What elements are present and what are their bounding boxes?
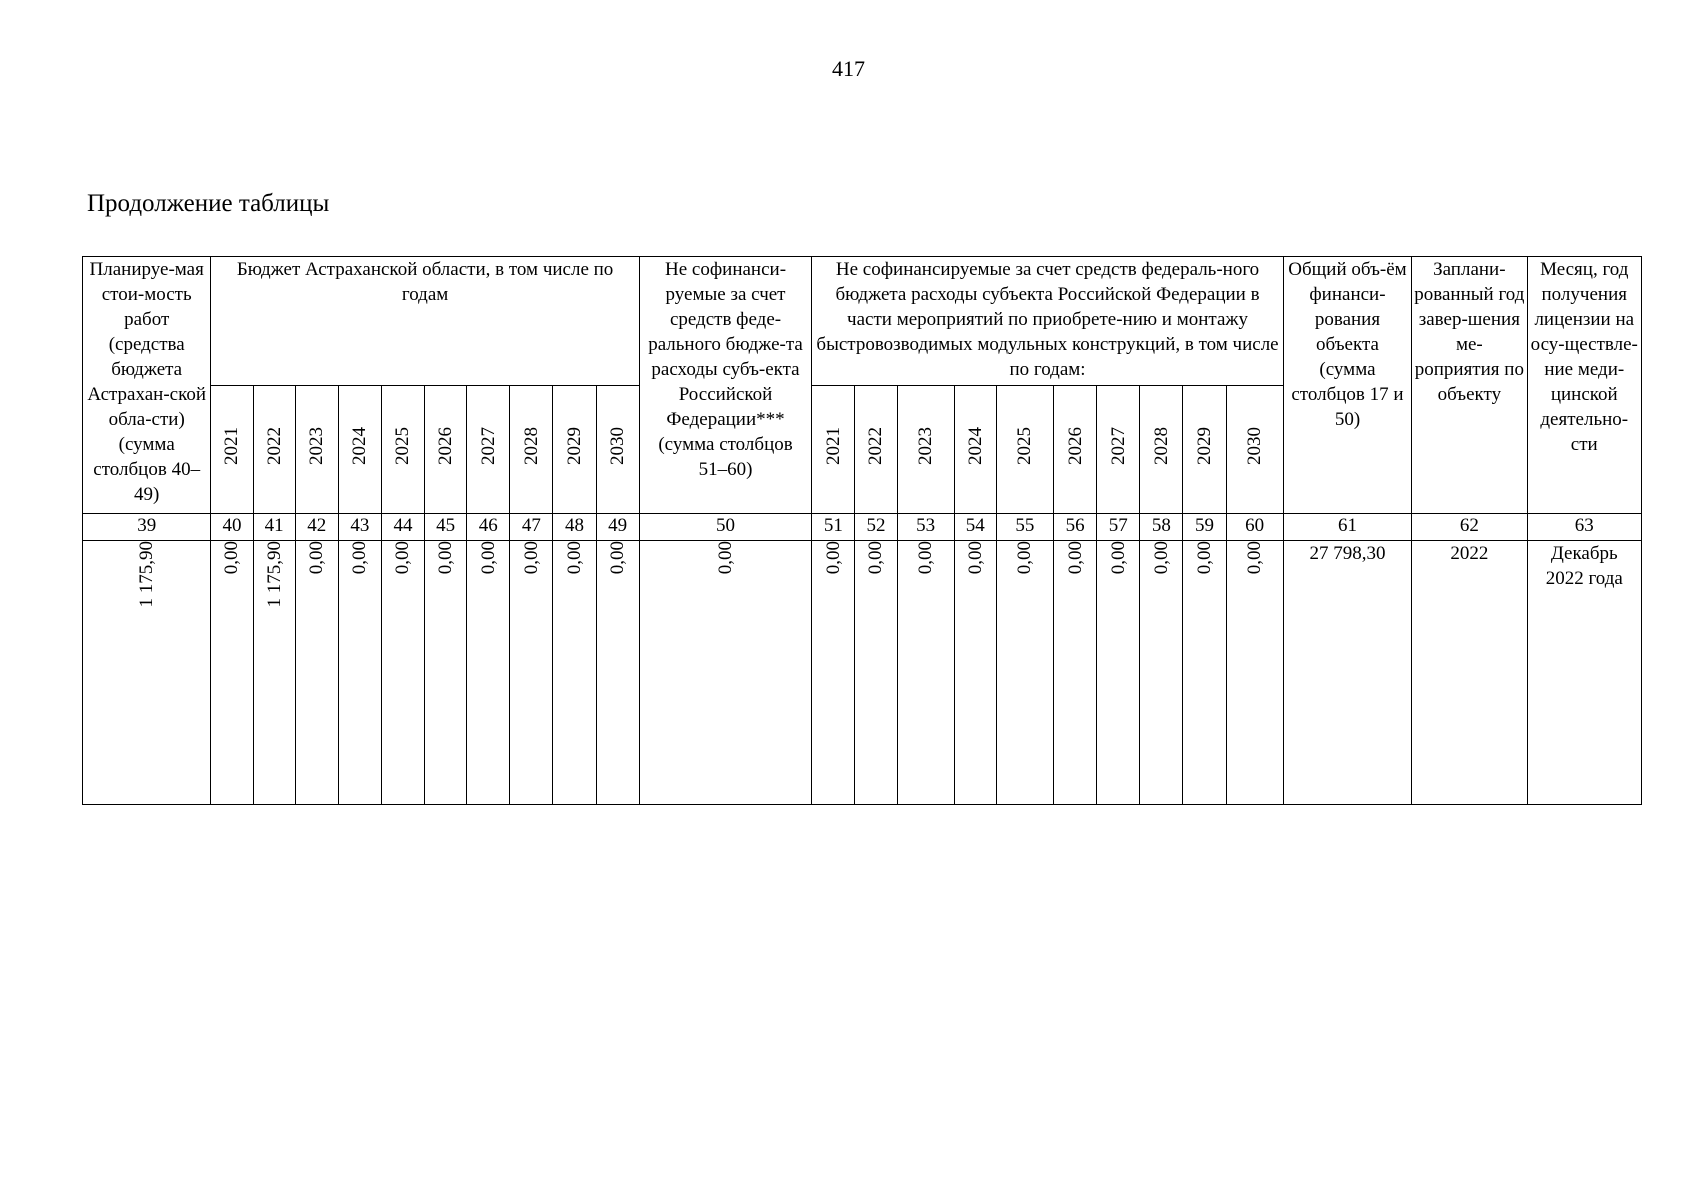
header-non-cofinanced-modular: Не софинансируемые за счет средств федераль-ного бюджета расходы субъекта Российской Федерации в части мероприятий по приобрете-нию и монтажу быстровозводимых модульных конструкций, в том числе по годам: [812,257,1284,386]
year-header-cell [996,386,1053,514]
year-header-cell [295,386,338,514]
cell-value: 0,00 [1150,541,1172,575]
cell-value: 0,00 [1014,541,1036,575]
financing-table [82,256,1642,805]
cell-value: 0,00 [1193,541,1215,575]
cell-value: 0,00 [392,541,414,575]
year-header-cell [425,386,467,514]
year-label: 2026 [435,427,457,465]
modular-year-cell [855,541,897,805]
column-number-row [83,514,1642,541]
cell-value: 1 175,90 [136,541,158,608]
cell-value: 0,00 [520,541,542,575]
cell-value: 0,00 [607,541,629,575]
year-header-cell [1097,386,1140,514]
column-number: 49 [596,514,639,541]
year-header-cell [338,386,381,514]
column-number: 61 [1283,514,1411,541]
regional-year-cell [510,541,553,805]
year-label: 2021 [221,427,243,465]
year-label: 2023 [915,427,937,465]
year-header-cell [897,386,954,514]
column-number: 59 [1183,514,1226,541]
regional-year-cell [467,541,510,805]
regional-year-cell [425,541,467,805]
column-number: 62 [1412,514,1527,541]
cell-value: 0,00 [435,541,457,575]
column-number: 63 [1527,514,1641,541]
year-label: 2025 [1014,427,1036,465]
cell-value: 0,00 [915,541,937,575]
column-number: 40 [211,514,253,541]
planned-cost-cell [83,541,211,805]
regional-year-cell [295,541,338,805]
license-date-cell: Декабрь 2022 года [1527,541,1641,805]
column-number: 56 [1054,514,1097,541]
modular-year-cell [996,541,1053,805]
year-label: 2030 [607,427,629,465]
column-number: 45 [425,514,467,541]
year-header-cell [1140,386,1183,514]
year-label: 2023 [306,427,328,465]
year-header-cell [253,386,295,514]
cell-value: 0,00 [715,541,737,575]
cell-value: 0,00 [865,541,887,575]
year-label: 2024 [349,427,371,465]
year-label: 2022 [263,427,285,465]
column-number: 55 [996,514,1053,541]
year-label: 2021 [822,427,844,465]
modular-year-cell [1226,541,1283,805]
year-header-cell [211,386,253,514]
column-number: 42 [295,514,338,541]
column-number: 48 [553,514,596,541]
year-header-cell [954,386,996,514]
year-label: 2022 [865,427,887,465]
header-col61: Общий объ-ём финанси-рования объекта (сумма столбцов 17 и 50) [1283,257,1411,514]
header-col63: Месяц, год получения лицензии на осу-ществле-ние меди-цинской деятельно-сти [1527,257,1641,514]
column-number: 60 [1226,514,1283,541]
modular-year-cell [1183,541,1226,805]
modular-year-cell [1097,541,1140,805]
regional-year-cell [253,541,295,805]
cell-value: 0,00 [1244,541,1266,575]
column-number: 46 [467,514,510,541]
column-number: 52 [855,514,897,541]
cell-value: 0,00 [964,541,986,575]
year-header-cell [596,386,639,514]
year-label: 2027 [477,427,499,465]
year-header-cell [467,386,510,514]
column-number: 54 [954,514,996,541]
regional-year-cell [596,541,639,805]
year-label: 2030 [1244,427,1266,465]
continuation-title: Продолжение таблицы [87,190,330,217]
column-number: 58 [1140,514,1183,541]
year-label: 2027 [1107,427,1129,465]
column-number: 44 [381,514,424,541]
year-header-cell [553,386,596,514]
header-col50: Не софинанси-руемые за счет средств феде-рального бюдже-та расходы субъ-екта Российской Федерации*** (сумма столбцов 51–60) [639,257,812,514]
total-financing-cell: 27 798,30 [1283,541,1411,805]
column-number: 57 [1097,514,1140,541]
year-label: 2026 [1064,427,1086,465]
non-cofinanced-total-cell [639,541,812,805]
header-regional-budget: Бюджет Астраханской области, в том числе по годам [211,257,639,386]
year-label: 2028 [1150,427,1172,465]
header-col62: Заплани-рованный год завер-шения ме-роприятия по объекту [1412,257,1527,514]
completion-year-cell: 2022 [1412,541,1527,805]
column-number: 43 [338,514,381,541]
modular-year-cell [1054,541,1097,805]
year-header-cell [1183,386,1226,514]
year-header-cell [510,386,553,514]
regional-year-cell [553,541,596,805]
year-header-cell [1226,386,1283,514]
year-header-cell [381,386,424,514]
modular-year-cell [812,541,855,805]
header-col39: Планируе-мая стои-мость работ (средства бюджета Астрахан-ской обла-сти) (сумма столбцов 40–49) [83,257,211,514]
year-label: 2028 [520,427,542,465]
year-label: 2025 [392,427,414,465]
cell-value: 0,00 [563,541,585,575]
cell-value: 0,00 [822,541,844,575]
modular-year-cell [897,541,954,805]
page-number: 417 [832,56,865,81]
regional-year-cell [338,541,381,805]
year-header-cell [812,386,855,514]
table-row [83,541,1642,805]
column-number: 47 [510,514,553,541]
cell-value: 0,00 [349,541,371,575]
year-label: 2024 [964,427,986,465]
column-number: 39 [83,514,211,541]
cell-value: 0,00 [1107,541,1129,575]
year-header-cell [855,386,897,514]
modular-year-cell [1140,541,1183,805]
column-number: 51 [812,514,855,541]
cell-value: 0,00 [221,541,243,575]
header-row [83,257,1642,386]
modular-year-cell [954,541,996,805]
column-number: 53 [897,514,954,541]
cell-value: 0,00 [306,541,328,575]
year-label: 2029 [563,427,585,465]
column-number: 50 [639,514,812,541]
cell-value: 0,00 [477,541,499,575]
regional-year-cell [381,541,424,805]
year-header-cell [1054,386,1097,514]
cell-value: 1 175,90 [263,541,285,608]
cell-value: 0,00 [1064,541,1086,575]
regional-year-cell [211,541,253,805]
column-number: 41 [253,514,295,541]
year-label: 2029 [1193,427,1215,465]
